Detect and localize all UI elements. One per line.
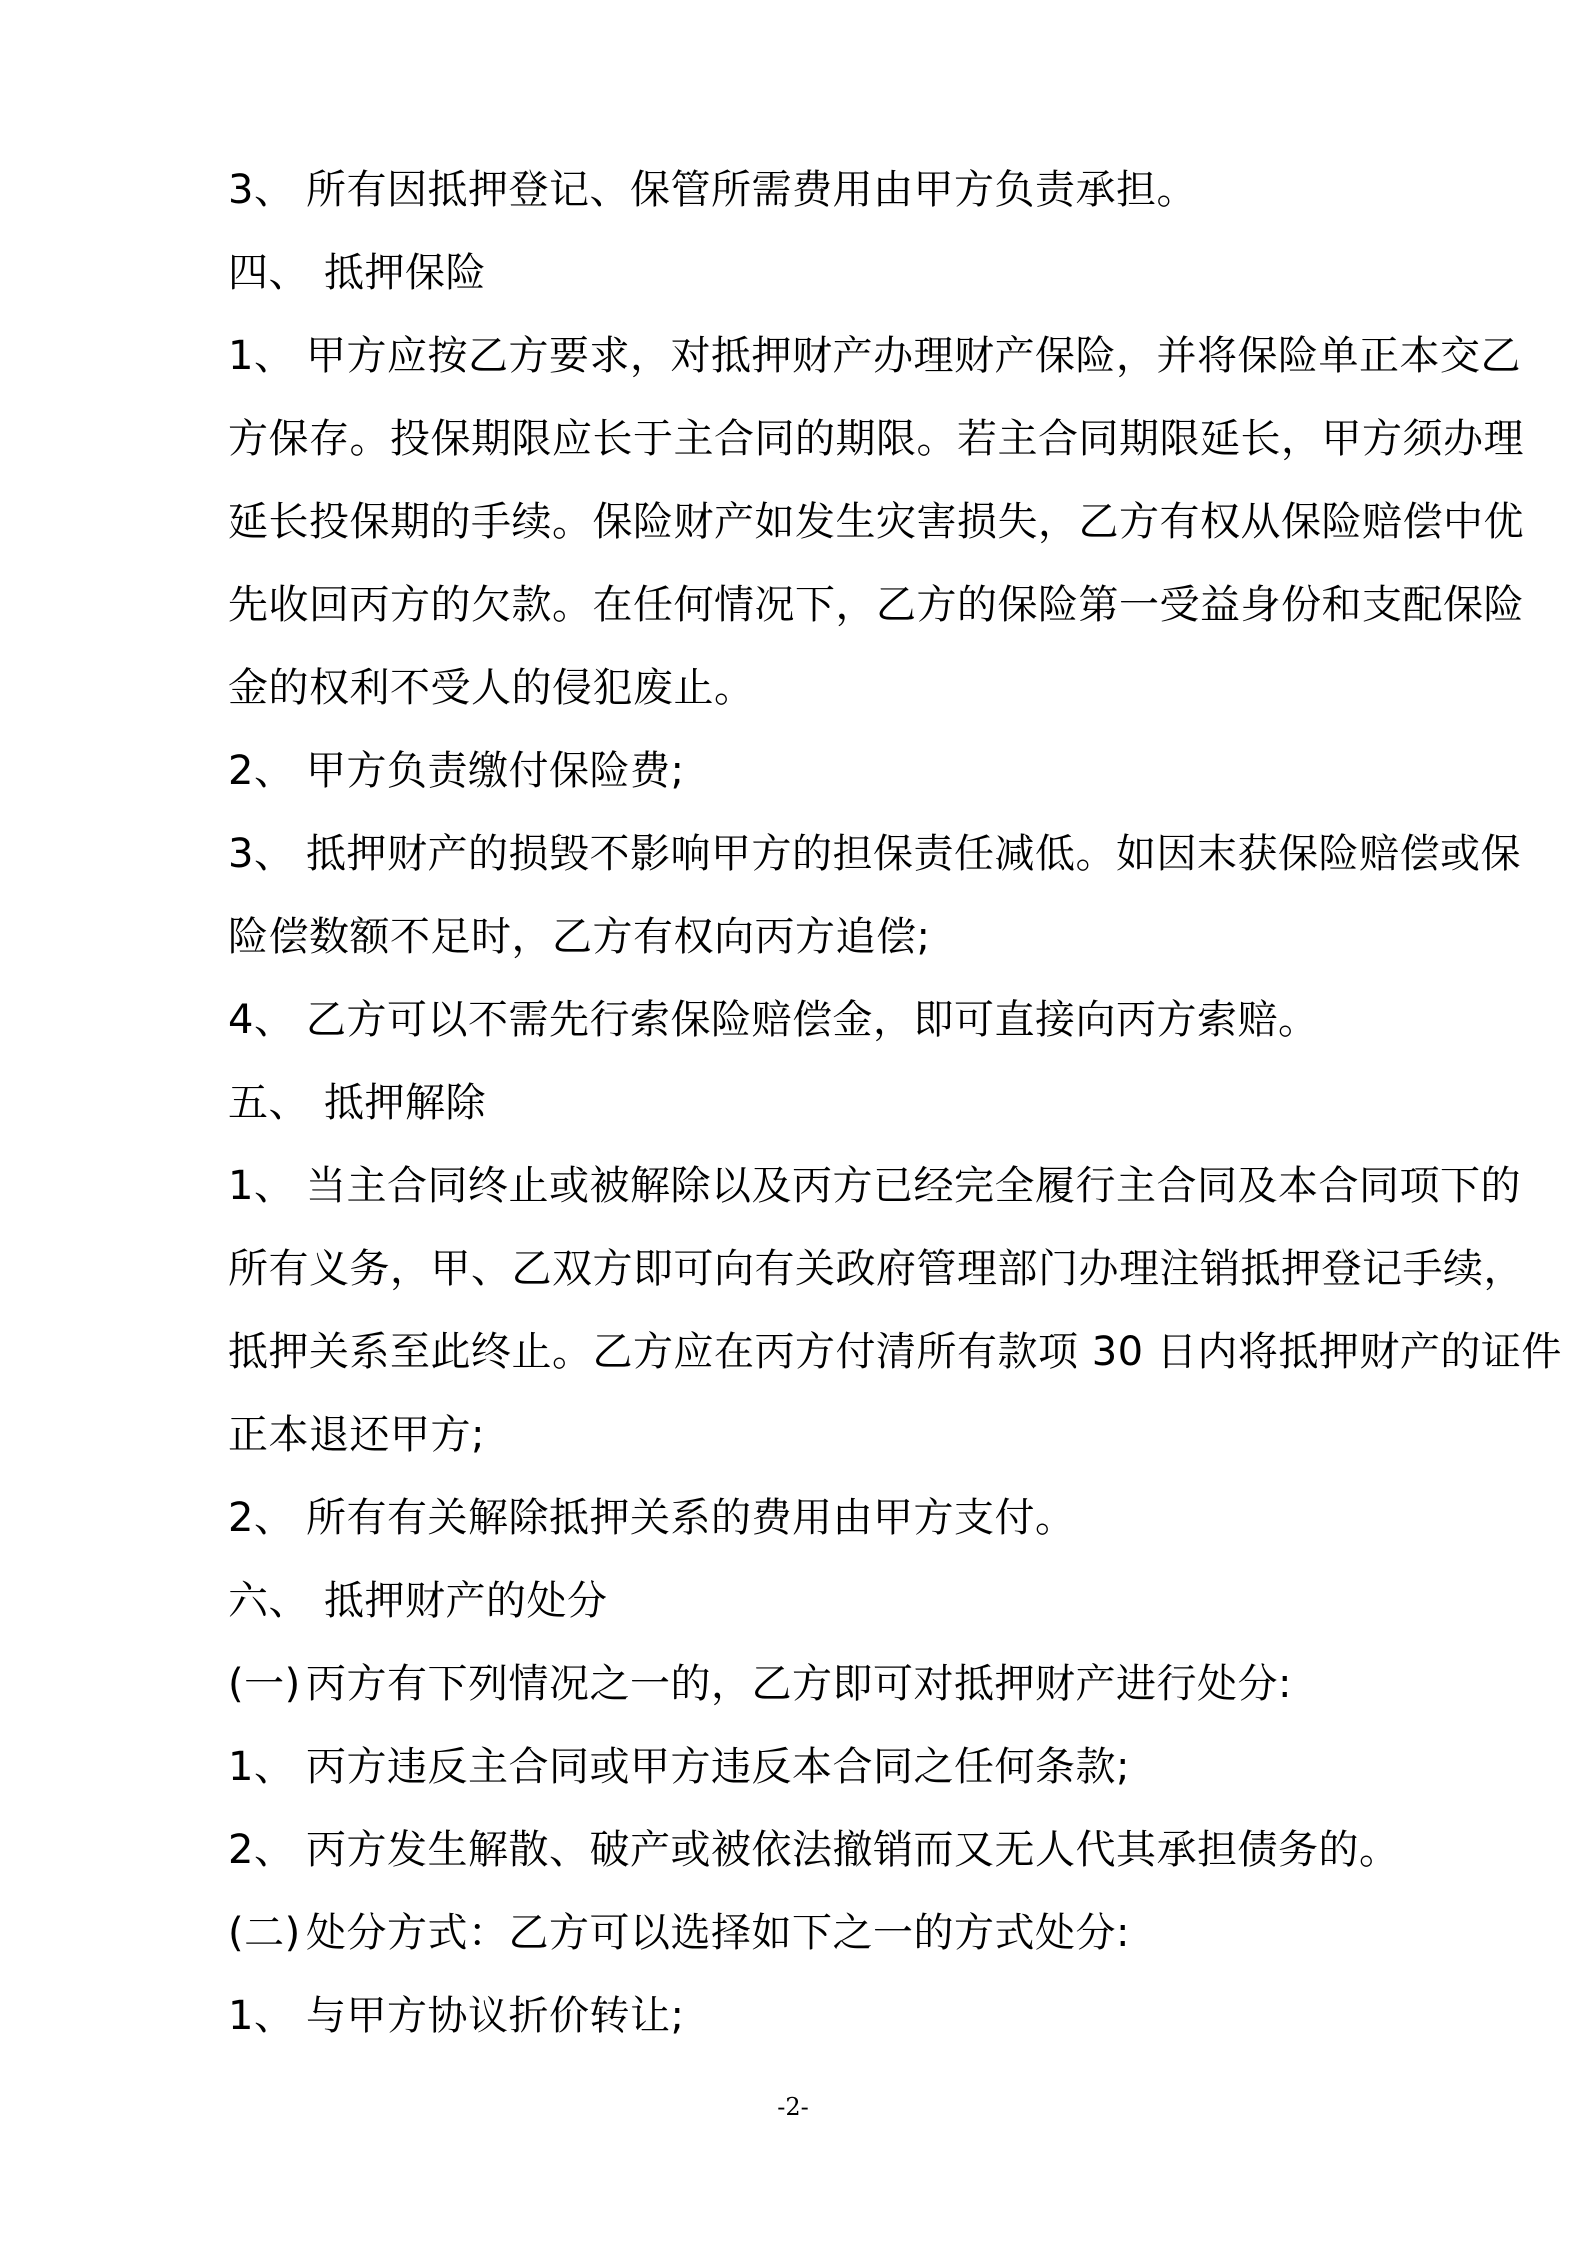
clause-text: 丙方违反主合同或甲方违反本合同之任何条款; (306, 1744, 1130, 1790)
clause-line (228, 743, 1458, 799)
clause-text: 丙方有下列情况之一的，乙方即可对抵押财产进行处分: (306, 1661, 1292, 1707)
section-title: 抵押解除 (324, 1080, 486, 1126)
clause-line (228, 1739, 1458, 1795)
clause-number: 3、 (228, 167, 295, 213)
clause-text: 丙方发生解散、破产或被依法撤销而又无人代其承担债务的。 (306, 1827, 1400, 1873)
clause-text: 甲方应按乙方要求，对抵押财产办理财产保险，并将保险单正本交乙 (306, 333, 1521, 379)
clause-line (228, 826, 1521, 882)
clause-number: 4、 (228, 997, 295, 1043)
clause-continuation (228, 1407, 1458, 1463)
clause-text: 甲方负责缴付保险费; (306, 748, 685, 794)
section-heading (228, 1573, 1458, 1629)
clause-continuation (228, 577, 1524, 633)
clause-number: 1、 (228, 1744, 295, 1790)
clause-number: 1、 (228, 333, 295, 379)
clause-text: 所有因抵押登记、保管所需费用由甲方负责承担。 (306, 167, 1197, 213)
clause-line (228, 1822, 1458, 1878)
clause-text: 处分方式：乙方可以选择如下之一的方式处分: (306, 1910, 1130, 1956)
clause-number: 1、 (228, 1993, 295, 2039)
clause-number: 2、 (228, 748, 295, 794)
clause-line (228, 1158, 1521, 1214)
clause-text: 所有义务，甲、乙双方即可向有关政府管理部门办理注销抵押登记手续， (228, 1246, 1524, 1292)
clause-continuation (228, 411, 1524, 467)
subsection-line (228, 1656, 1458, 1712)
page-number: -2- (777, 2093, 809, 2121)
clause-text: 抵押财产的损毁不影响甲方的担保责任减低。如因末获保险赔偿或保 (306, 831, 1521, 877)
clause-number: 1、 (228, 1163, 295, 1209)
clause-number: 2、 (228, 1495, 295, 1541)
clause-line (228, 162, 1458, 218)
clause-text: 险偿数额不足时，乙方有权向丙方追偿; (228, 914, 931, 960)
section-number: 四、 (228, 250, 309, 296)
subsection-number: (一) (228, 1661, 301, 1707)
clause-text: 方保存。投保期限应长于主合同的期限。若主合同期限延长，甲方须办理 (228, 416, 1524, 462)
clause-number: 2、 (228, 1827, 295, 1873)
clause-number: 3、 (228, 831, 295, 877)
section-title: 抵押财产的处分 (324, 1578, 608, 1624)
clause-line (228, 1988, 1458, 2044)
clause-continuation (228, 909, 1458, 965)
clause-text: 与甲方协议折价转让; (306, 1993, 685, 2039)
clause-text: 金的权利不受人的侵犯废止。 (228, 665, 755, 711)
section-title: 抵押保险 (324, 250, 486, 296)
clause-continuation (228, 494, 1524, 550)
clause-text: 抵押关系至此终止。乙方应在丙方付清所有款项 30 日内将抵押财产的证件 (228, 1329, 1562, 1375)
clause-text: 延长投保期的手续。保险财产如发生灾害损失，乙方有权从保险赔偿中优 (228, 499, 1524, 545)
clause-line (228, 328, 1521, 384)
clause-text: 先收回丙方的欠款。在任何情况下，乙方的保险第一受益身份和支配保险 (228, 582, 1524, 628)
section-heading (228, 245, 1458, 301)
section-number: 六、 (228, 1578, 309, 1624)
clause-text: 乙方可以不需先行索保险赔偿金，即可直接向丙方索赔。 (306, 997, 1319, 1043)
subsection-line (228, 1905, 1458, 1961)
clause-line (228, 1490, 1458, 1546)
clause-continuation (228, 1324, 1562, 1380)
clause-text: 当主合同终止或被解除以及丙方已经完全履行主合同及本合同项下的 (306, 1163, 1521, 1209)
clause-continuation (228, 1241, 1524, 1297)
clause-line (228, 992, 1458, 1048)
clause-continuation (228, 660, 1458, 716)
clause-text: 所有有关解除抵押关系的费用由甲方支付。 (306, 1495, 1076, 1541)
clause-text: 正本退还甲方; (228, 1412, 485, 1458)
section-heading (228, 1075, 1458, 1131)
section-number: 五、 (228, 1080, 309, 1126)
subsection-number: (二) (228, 1910, 301, 1956)
